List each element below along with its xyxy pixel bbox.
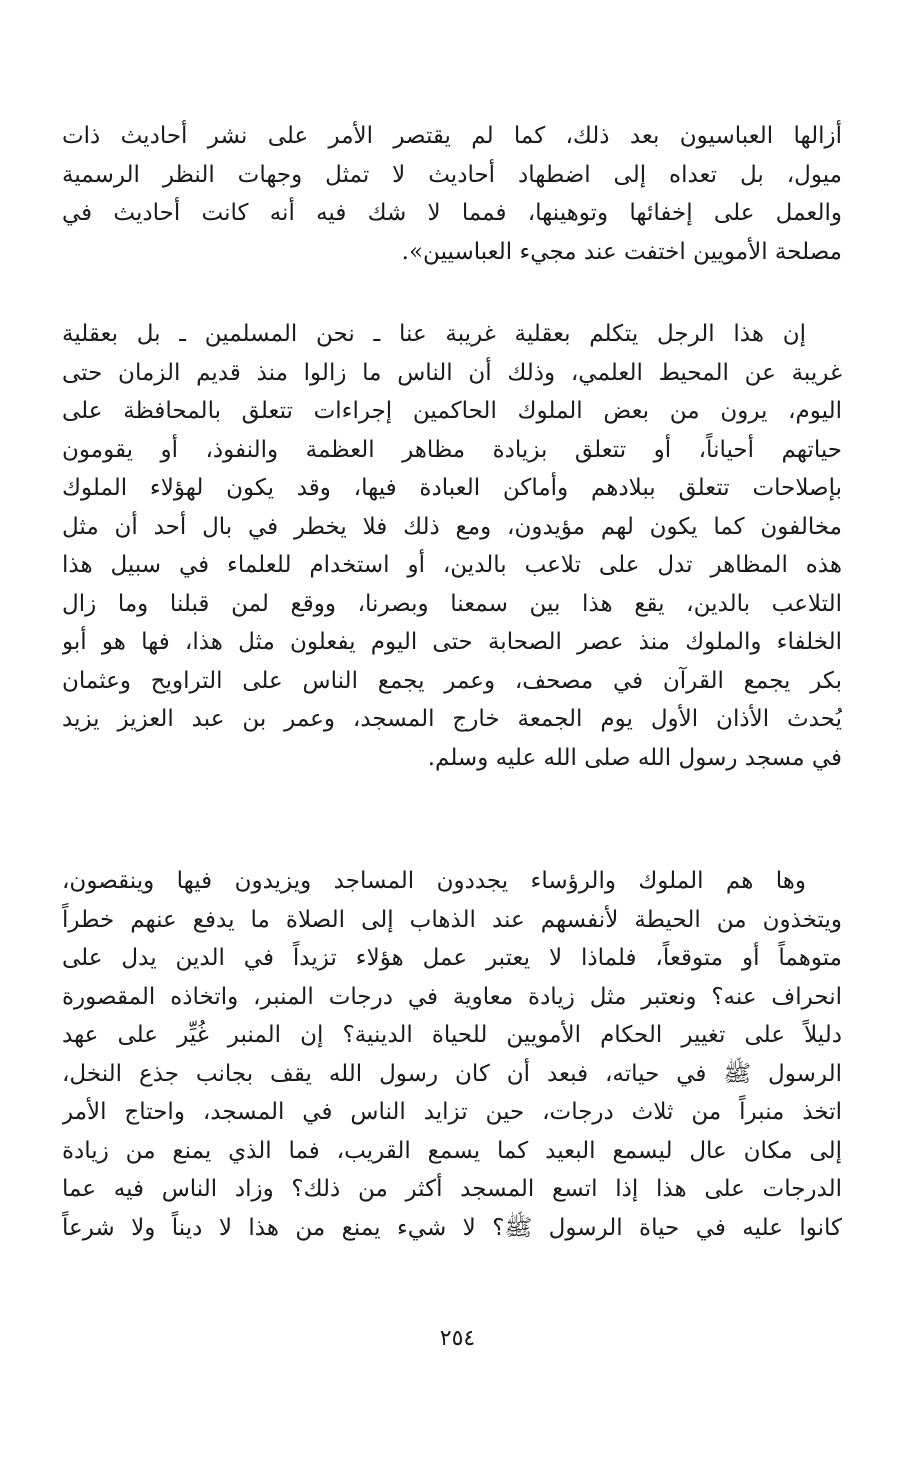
page-number: ٢٥٤ xyxy=(439,1326,476,1351)
text-line: الرسول ﷺ في حياته، فبعد أن كان رسول الله يقف بجانب جذع النخل، xyxy=(62,1060,842,1087)
text-line: انحراف عنه؟ ونعتبر مثل زيادة معاوية في درجات المنبر، واتخاذه المقصورة xyxy=(62,983,842,1010)
text-line: غريبة عن المحيط العلمي، وذلك أن الناس ما زالوا منذ قديم الزمان حتى xyxy=(62,359,842,386)
text-line: حياتهم أحياناً، أو تتعلق بزيادة مظاهر العظمة والنفوذ، أو يقومون xyxy=(62,436,842,463)
text-line: ويتخذون من الحيطة لأنفسهم عند الذهاب إلى الصلاة ما يدفع عنهم خطراً xyxy=(62,906,842,933)
text-line: إن هذا الرجل يتكلم بعقلية غريبة عنا ـ نحن المسلمين ـ بل بعقلية xyxy=(62,321,806,347)
text-line: مصلحة الأمويين اختفت عند مجيء العباسيين». xyxy=(401,238,842,265)
text-line: يُحدث الأذان الأول يوم الجمعة خارج المسجد، وعمر بن عبد العزيز يزيد xyxy=(62,706,842,732)
text-line: والعمل على إخفائها وتوهينها، فمما لا شك فيه أنه كانت أحاديث في xyxy=(62,200,842,226)
text-line: متوهماً أو متوقعاً، فلماذا لا يعتبر عمل هؤلاء تزيداً في الدين يدل على xyxy=(62,945,842,971)
text-line: اتخذ منبراً من ثلاث درجات، حين تزايد الناس في المسجد، واحتاج الأمر xyxy=(62,1099,842,1125)
text-line: أزالها العباسيون بعد ذلك، كما لم يقتصر الأمر على نشر أحاديث ذات xyxy=(62,123,842,149)
text-line: بكر يجمع القرآن في مصحف، وعمر يجمع الناس على التراويح وعثمان xyxy=(62,667,842,694)
text-line: اليوم، يرون من بعض الملوك الحاكمين إجراءات تتعلق بالمحافظة على xyxy=(62,398,842,424)
text-line: الخلفاء والملوك منذ عصر الصحابة حتى اليوم يفعلون مثل هذا، فها هو أبو xyxy=(62,629,842,655)
text-line: إلى مكان عال ليسمع البعيد كما يسمع القريب، فما الذي يمنع من زيادة xyxy=(62,1137,842,1164)
text-line: هذه المظاهر تدل على تلاعب بالدين، أو استخدام للعلماء في سبيل هذا xyxy=(62,552,842,578)
text-line: الدرجات على هذا إذا اتسع المسجد أكثر من ذلك؟ وزاد الناس فيه عما xyxy=(62,1176,842,1202)
text-line: بإصلاحات تتعلق ببلادهم وأماكن العبادة فيها، وقد يكون لهؤلاء الملوك xyxy=(62,475,842,501)
text-line: التلاعب بالدين، يقع هذا بين سمعنا وبصرنا، ووقع لمن قبلنا وما زال xyxy=(62,590,842,617)
paragraph-2 xyxy=(62,315,842,777)
text-line: في مسجد رسول الله صلى الله عليه وسلم. xyxy=(427,744,842,771)
text-line: ميول، بل تعداه إلى اضطهاد أحاديث لا تمثل وجهات النظر الرسمية xyxy=(62,161,842,188)
paragraph-3 xyxy=(62,862,842,1247)
text-line: كانوا عليه في حياة الرسول ﷺ؟ لا شيء يمنع من هذا لا ديناً ولا شرعاً xyxy=(62,1214,842,1241)
paragraph-1 xyxy=(62,117,842,271)
text-line: دليلاً على تغيير الحكام الأمويين للحياة الدينية؟ إن المنبر غُيِّر على عهد xyxy=(62,1022,842,1048)
text-line: وها هم الملوك والرؤساء يجددون المساجد ويزيدون فيها وينقصون، xyxy=(62,868,806,894)
text-line: مخالفون كما يكون لهم مؤيدون، ومع ذلك فلا يخطر في بال أحد أن مثل xyxy=(62,513,842,540)
